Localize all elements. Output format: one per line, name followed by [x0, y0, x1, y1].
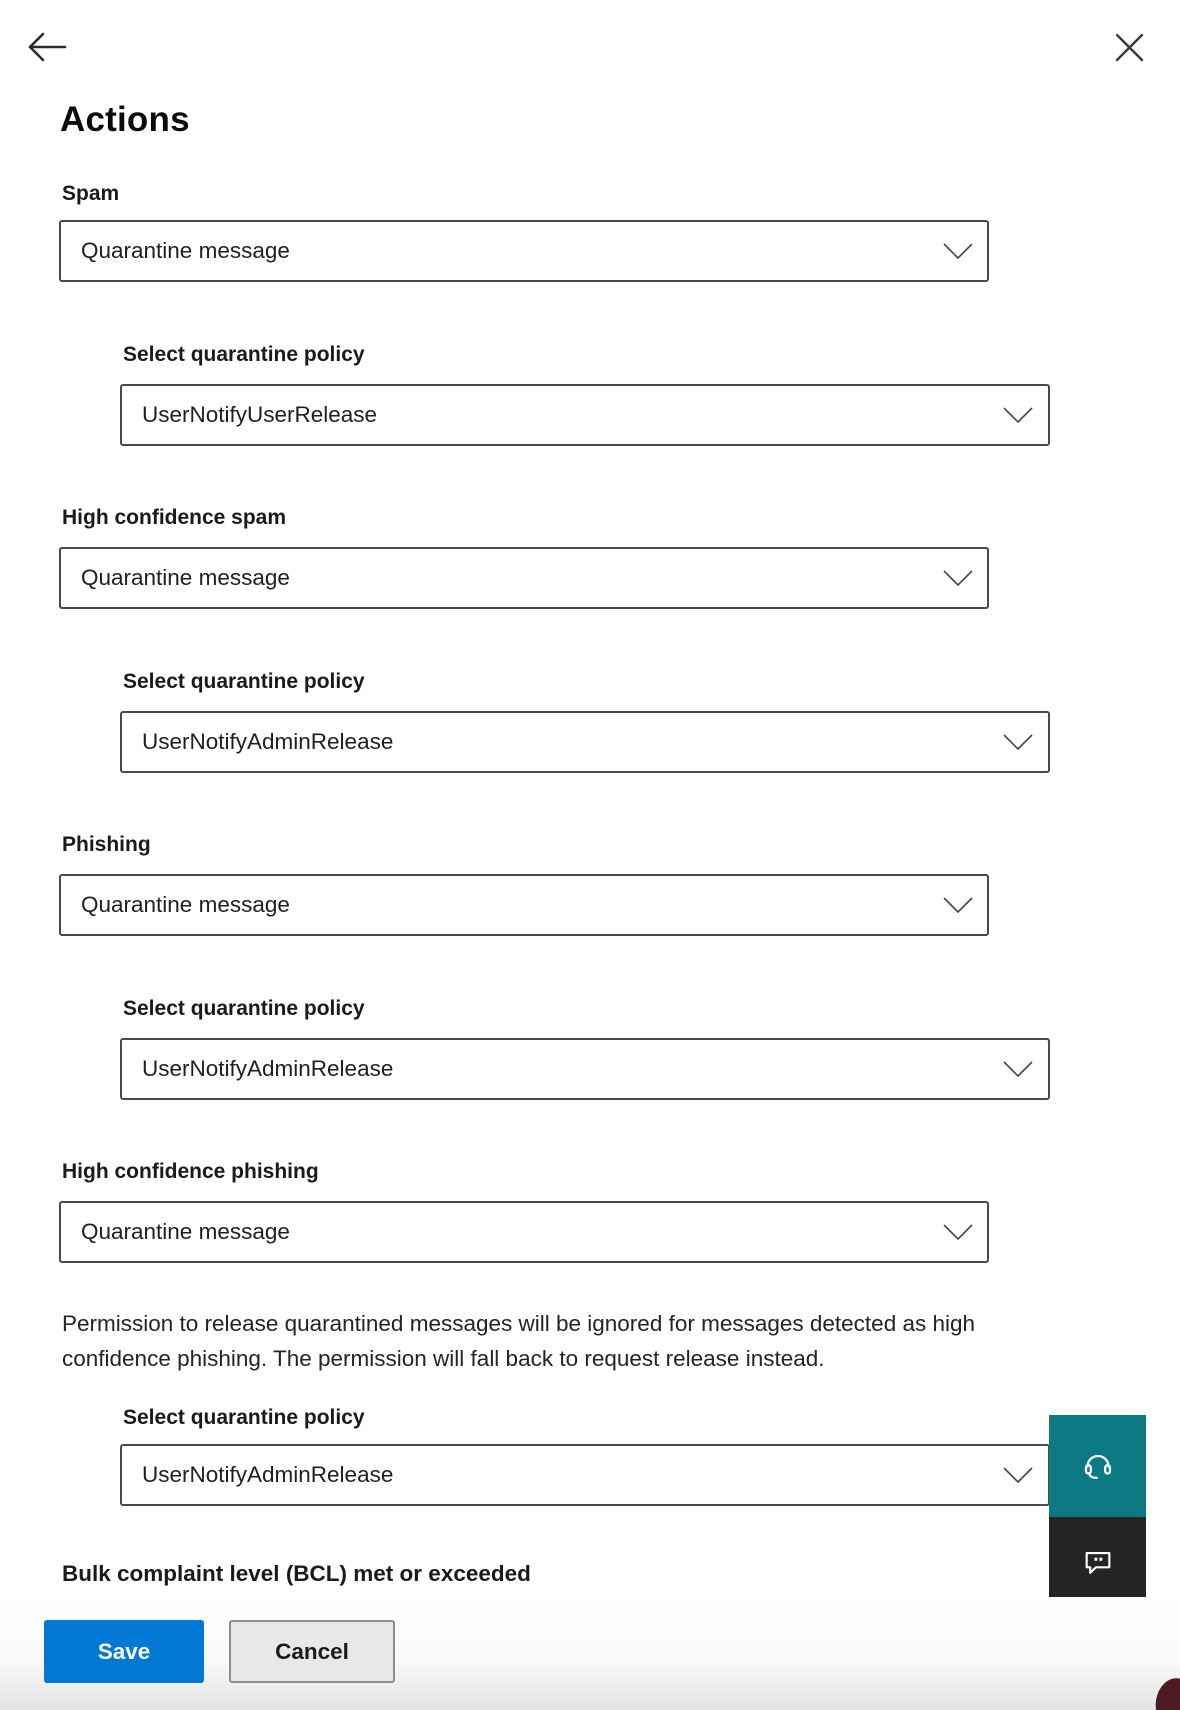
high-confidence-spam-action-dropdown[interactable]	[59, 547, 989, 609]
section-label-spam: Spam	[62, 182, 120, 205]
chevron-down-icon	[1003, 734, 1033, 750]
chevron-down-icon	[943, 243, 973, 259]
dropdown-value: UserNotifyUserRelease	[142, 402, 378, 427]
high-confidence-phishing-policy-dropdown[interactable]	[120, 1444, 1050, 1506]
spam-policy-dropdown[interactable]	[120, 384, 1050, 446]
spam-action-dropdown[interactable]	[59, 220, 989, 282]
footer-bar	[0, 1597, 1180, 1710]
high-confidence-spam-policy-dropdown[interactable]	[120, 711, 1050, 773]
section-label-phishing: Phishing	[62, 833, 151, 856]
dropdown-value: UserNotifyAdminRelease	[142, 1462, 394, 1487]
arrow-left-icon	[26, 52, 68, 67]
close-icon	[1114, 50, 1145, 65]
section-label-high-confidence-spam: High confidence spam	[62, 506, 287, 529]
dropdown-value: UserNotifyAdminRelease	[142, 1056, 394, 1081]
high-confidence-phishing-action-dropdown[interactable]	[59, 1201, 989, 1263]
chat-icon	[1081, 1546, 1115, 1583]
save-button[interactable]: Save	[44, 1620, 204, 1683]
cancel-button[interactable]: Cancel	[229, 1620, 395, 1683]
chevron-down-icon	[943, 570, 973, 586]
chevron-down-icon	[1003, 407, 1033, 423]
dropdown-value: Quarantine message	[81, 892, 290, 917]
spam-policy-label: Select quarantine policy	[123, 343, 365, 366]
high-confidence-phishing-note: Permission to release quarantined messages will be ignored for messages detected as high confidence phishing. The permission will fall back to request release instead.	[62, 1311, 976, 1371]
dropdown-value: UserNotifyAdminRelease	[142, 729, 394, 754]
high-confidence-phishing-policy-label: Select quarantine policy	[123, 1406, 365, 1429]
chevron-down-icon	[943, 897, 973, 913]
dropdown-value: Quarantine message	[81, 565, 290, 590]
close-button[interactable]	[1114, 33, 1145, 62]
support-button[interactable]	[1049, 1415, 1146, 1517]
headset-icon	[1080, 1447, 1116, 1486]
dropdown-value: Quarantine message	[81, 1219, 290, 1244]
high-confidence-spam-policy-label: Select quarantine policy	[123, 670, 365, 693]
section-label-bulk-complaint-level: Bulk complaint level (BCL) met or exceeded	[62, 1561, 531, 1586]
chevron-down-icon	[1003, 1061, 1033, 1077]
section-label-high-confidence-phishing: High confidence phishing	[62, 1160, 319, 1183]
phishing-policy-dropdown[interactable]	[120, 1038, 1050, 1100]
chevron-down-icon	[1003, 1467, 1033, 1483]
phishing-action-dropdown[interactable]	[59, 874, 989, 936]
phishing-policy-label: Select quarantine policy	[123, 997, 365, 1020]
page-title: Actions	[60, 100, 190, 139]
back-button[interactable]	[26, 30, 68, 64]
chevron-down-icon	[943, 1224, 973, 1240]
dropdown-value: Quarantine message	[81, 238, 290, 263]
